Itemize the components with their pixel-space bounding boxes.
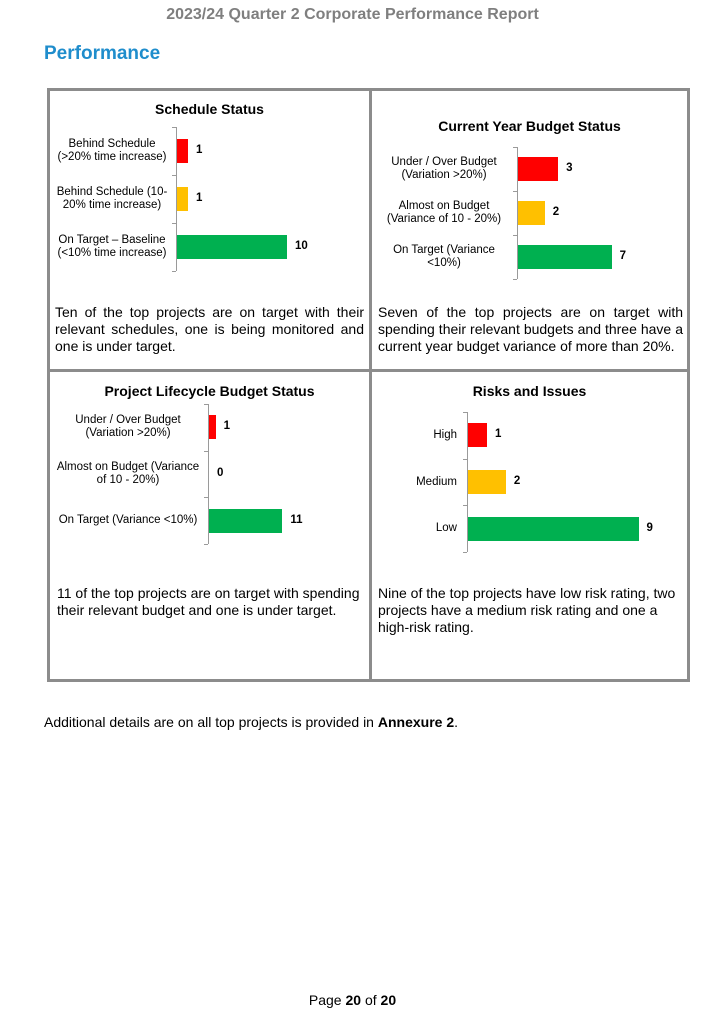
category-label: Behind Schedule (10-20% time increase) (56, 186, 168, 211)
chart-title: Schedule Status (155, 101, 264, 117)
value-label: 10 (295, 240, 308, 252)
page-of: of (361, 992, 381, 1008)
value-label: 2 (513, 475, 521, 487)
chart-title: Risks and Issues (472, 383, 587, 399)
page-current: 20 (345, 992, 362, 1008)
category-label: Almost on Budget (Variance of 10 - 20%) (386, 200, 502, 225)
axis-tick (172, 223, 176, 224)
value-label: 1 (494, 428, 502, 441)
risks-and-issues-description: Nine of the top projects have low risk rating, two projects have a medium risk rating and one a high-risk rating. (378, 585, 676, 635)
value-label: 1 (223, 420, 231, 433)
value-label: 11 (290, 513, 303, 526)
schedule-status-chart (50, 91, 369, 291)
category-label: On Target (Variance <10%) (393, 244, 495, 269)
page-number (0, 992, 705, 1008)
category-label: On Target – Baseline (<10% time increase) (57, 234, 167, 259)
note-period: . (454, 714, 459, 730)
bar (468, 423, 487, 447)
bar (468, 517, 639, 541)
axis-tick (513, 191, 517, 192)
axis-tick (204, 544, 208, 545)
category-label: Almost on Budget (Variance of 10 - 20%) (56, 461, 200, 486)
current-year-budget-description: Seven of the top projects are on target with spending their relevant budgets and three have a current year budget variance of more than 20%. (378, 304, 683, 354)
chart-title: Project Lifecycle Budget Status (104, 383, 315, 399)
page-prefix: Page (308, 992, 346, 1008)
bar (209, 509, 282, 533)
value-label: 7 (619, 250, 627, 262)
value-label: 9 (646, 521, 653, 534)
axis-tick (204, 451, 208, 452)
value-label: 2 (552, 206, 560, 218)
chart-title: Current Year Budget Status (438, 118, 621, 134)
axis-tick (172, 127, 176, 128)
axis-tick (204, 497, 208, 498)
axis-tick (513, 147, 517, 148)
value-label: 0 (217, 467, 224, 479)
category-label: Behind Schedule (>20% time increase) (57, 138, 167, 163)
value-label: 1 (196, 192, 203, 204)
axis-tick (463, 505, 467, 506)
value-label: 3 (566, 162, 573, 174)
category-label: On Target (Variance <10%) (58, 514, 198, 527)
risks-and-issues-chart (372, 372, 687, 572)
category-label: Low (435, 522, 457, 535)
axis-tick (172, 271, 176, 272)
category-label: Medium (416, 475, 457, 488)
bar (177, 139, 188, 163)
axis-tick (463, 412, 467, 413)
bar (177, 235, 287, 259)
schedule-status-description: Ten of the top projects are on target with their relevant schedules, one is being monitored and one is under target. (55, 304, 364, 354)
axis-tick (172, 175, 176, 176)
category-label: Under / Over Budget (Variation >20%) (75, 414, 181, 440)
additional-details-note (44, 714, 458, 730)
category-label: Under / Over Budget (Variation >20%) (391, 156, 497, 181)
note-text: Additional details are on all top projects is provided in (44, 714, 378, 730)
bar (209, 415, 216, 439)
axis-tick (204, 404, 208, 405)
bar (518, 245, 612, 269)
project-lifecycle-budget-description: 11 of the top projects are on target with spending their relevant budget and one is under target. (57, 585, 360, 618)
project-lifecycle-budget-chart (50, 372, 369, 572)
page-total: 20 (380, 992, 397, 1008)
category-label: High (433, 428, 457, 441)
bar (468, 470, 506, 494)
axis-tick (463, 459, 467, 460)
report-header-title: 2023/24 Quarter 2 Corporate Performance Report (166, 6, 539, 23)
annexure-reference: Annexure 2 (377, 714, 455, 730)
bar (177, 187, 188, 211)
section-title: Performance (44, 43, 161, 64)
bar (518, 201, 545, 225)
bar (518, 157, 558, 181)
current-year-budget-chart (372, 91, 687, 291)
value-label: 1 (196, 144, 203, 156)
axis-tick (463, 552, 467, 553)
axis-tick (513, 279, 517, 280)
axis-tick (513, 235, 517, 236)
